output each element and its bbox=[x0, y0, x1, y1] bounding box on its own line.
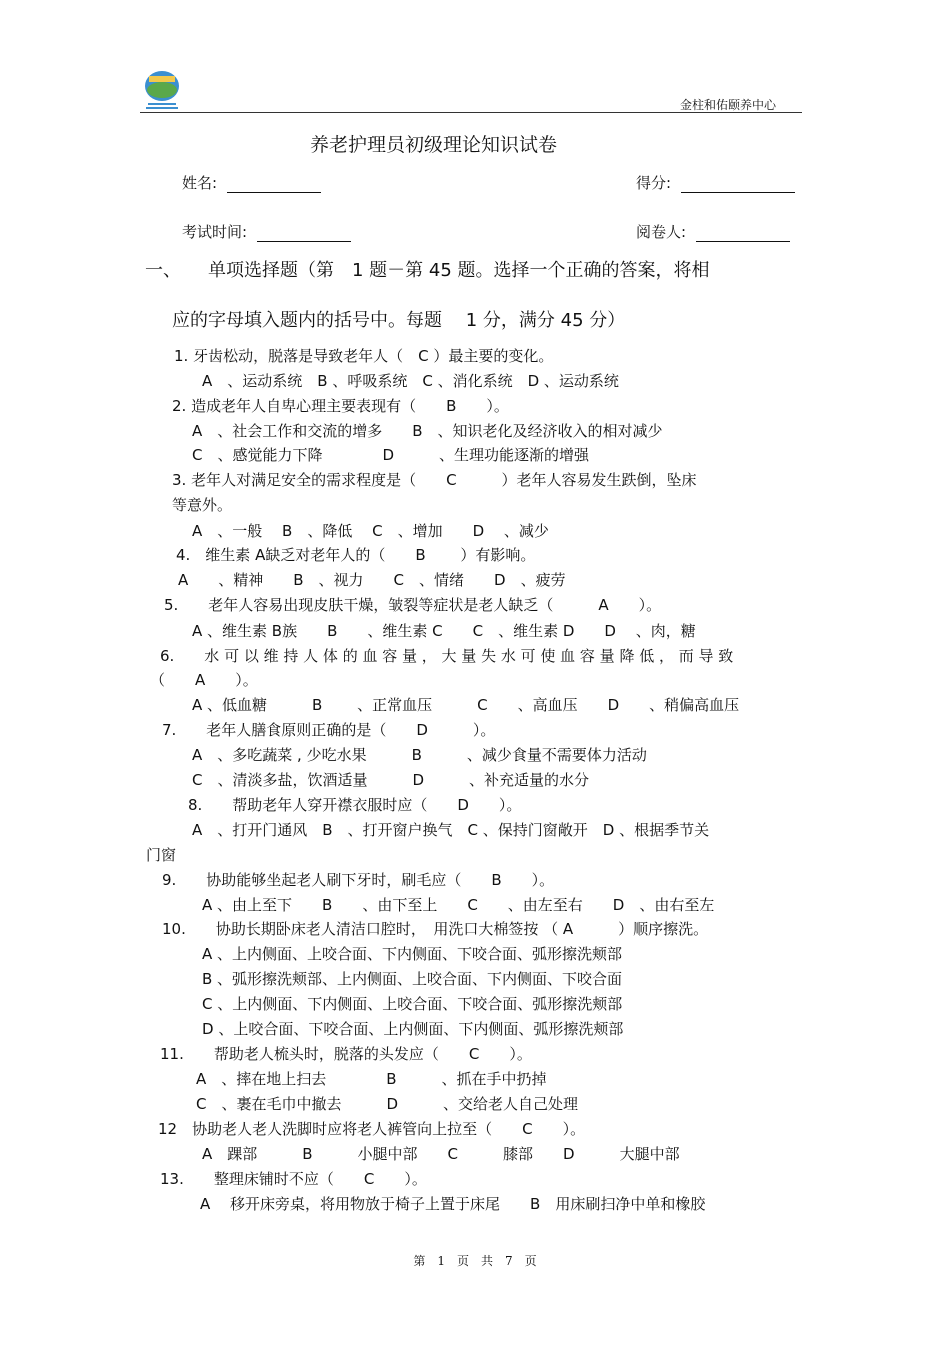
question-5: 5. 老年人容易出现皮肤干燥，皱裂等症状是老人缺乏（ A ）。 bbox=[164, 596, 662, 614]
grader-field bbox=[636, 221, 790, 242]
options-5: A 、维生素 B族 B 、维生素 C C 、维生素 D D 、肉，糖 bbox=[192, 622, 696, 640]
exam-time-field bbox=[182, 221, 351, 242]
options-3: A 、一般 B 、降低 C 、增加 D 、减少 bbox=[192, 522, 549, 540]
question-3: 3. 老年人对满足安全的需求程度是（ C ）老年人容易发生跌倒，坠床 bbox=[172, 471, 697, 489]
score-label: 得分: bbox=[636, 174, 672, 192]
question-1: 1. 牙齿松动，脱落是导致老年人（ C ）最主要的变化。 bbox=[174, 347, 554, 365]
options-10c: C 、上内侧面、下内侧面、上咬合面、下咬合面、弧形擦洗颊部 bbox=[202, 995, 623, 1013]
options-8: A 、打开门通风 B 、打开窗户换气 C 、保持门窗敞开 D 、根据季节关 bbox=[192, 821, 710, 839]
options-11b: C 、裹在毛巾中撤去 D 、交给老人自己处理 bbox=[196, 1095, 579, 1113]
options-10b: B 、弧形擦洗颊部、上内侧面、上咬合面、下内侧面、下咬合面 bbox=[202, 970, 623, 988]
section-heading-line2: 应的字母填入题内的括号中。每题 1 分，满分 45 分） bbox=[172, 310, 626, 331]
organization-logo bbox=[142, 68, 182, 112]
exam-time-blank[interactable] bbox=[257, 225, 351, 242]
options-2b: C 、感觉能力下降 D 、生理功能逐渐的增强 bbox=[192, 446, 590, 464]
question-3-cont: 等意外。 bbox=[172, 496, 233, 514]
grader-label: 阅卷人: bbox=[636, 223, 687, 241]
score-blank[interactable] bbox=[681, 176, 795, 193]
header-divider bbox=[140, 112, 802, 113]
question-10: 10. 协助长期卧床老人清洁口腔时， 用洗口大棉签按 （ A ）顺序擦洗。 bbox=[162, 920, 709, 938]
question-6: 6. 水 可 以 维 持 人 体 的 血 容 量 ， 大 量 失 水 可 使 血 容 量 降 低 ， 而 导 致 bbox=[160, 647, 734, 665]
question-12: 12 协助老人老人洗脚时应将老人裤管向上拉至（ C ）。 bbox=[158, 1120, 586, 1138]
options-7b: C 、清淡多盐，饮酒适量 D 、补充适量的水分 bbox=[192, 771, 590, 789]
header-org-name: 金柱和佑颐养中心 bbox=[680, 98, 777, 112]
question-13: 13. 整理床铺时不应（ C ）。 bbox=[160, 1170, 427, 1188]
options-7a: A 、多吃蔬菜 , 少吃水果 B 、减少食量不需要体力活动 bbox=[192, 746, 647, 764]
section-heading-line1: 一、 单项选择题（第 1 题－第 45 题。选择一个正确的答案，将相 bbox=[145, 260, 710, 281]
question-4: 4. 维生素 A缺乏对老年人的（ B ）有影响。 bbox=[176, 546, 536, 564]
options-6: A 、低血糖 B 、正常血压 C 、高血压 D 、稍偏高血压 bbox=[192, 696, 740, 714]
exam-time-label: 考试时间: bbox=[182, 223, 248, 241]
score-field bbox=[636, 172, 795, 193]
question-8: 8. 帮助老年人穿开襟衣服时应（ D ）。 bbox=[188, 796, 522, 814]
question-2: 2. 造成老年人自卑心理主要表现有（ B ）。 bbox=[172, 397, 509, 415]
options-12: A 踝部 B 小腿中部 C 膝部 D 大腿中部 bbox=[202, 1145, 680, 1163]
options-8-cont: 门窗 bbox=[146, 846, 177, 864]
page-number: 第 1 页 共 7 页 bbox=[413, 1254, 537, 1268]
page-title: 养老护理员初级理论知识试卷 bbox=[310, 134, 558, 156]
name-label: 姓名: bbox=[182, 174, 218, 192]
options-1: A 、运动系统 B 、呼吸系统 C 、消化系统 D 、运动系统 bbox=[202, 372, 619, 390]
question-6-cont: （ A ）。 bbox=[150, 671, 258, 689]
name-blank[interactable] bbox=[227, 176, 321, 193]
grader-blank[interactable] bbox=[696, 225, 790, 242]
question-7: 7. 老年人膳食原则正确的是（ D ）。 bbox=[162, 721, 496, 739]
options-11a: A 、摔在地上扫去 B 、抓在手中扔掉 bbox=[196, 1070, 547, 1088]
name-field bbox=[182, 172, 321, 193]
options-4: A 、精神 B 、视力 C 、情绪 D 、疲劳 bbox=[178, 571, 566, 589]
options-10a: A 、上内侧面、上咬合面、下内侧面、下咬合面、弧形擦洗颊部 bbox=[202, 945, 623, 963]
options-2a: A 、社会工作和交流的增多 B 、知识老化及经济收入的相对减少 bbox=[192, 422, 663, 440]
question-9: 9. 协助能够坐起老人刷下牙时，刷毛应（ B ）。 bbox=[162, 871, 555, 889]
options-10d: D 、上咬合面、下咬合面、上内侧面、下内侧面、弧形擦洗颊部 bbox=[202, 1020, 624, 1038]
question-11: 11. 帮助老人梳头时，脱落的头发应（ C ）。 bbox=[160, 1045, 532, 1063]
options-13: A 移开床旁桌，将用物放于椅子上置于床尾 B 用床刷扫净中单和橡胶 bbox=[200, 1195, 706, 1213]
options-9: A 、由上至下 B 、由下至上 C 、由左至右 D 、由右至左 bbox=[202, 896, 715, 914]
